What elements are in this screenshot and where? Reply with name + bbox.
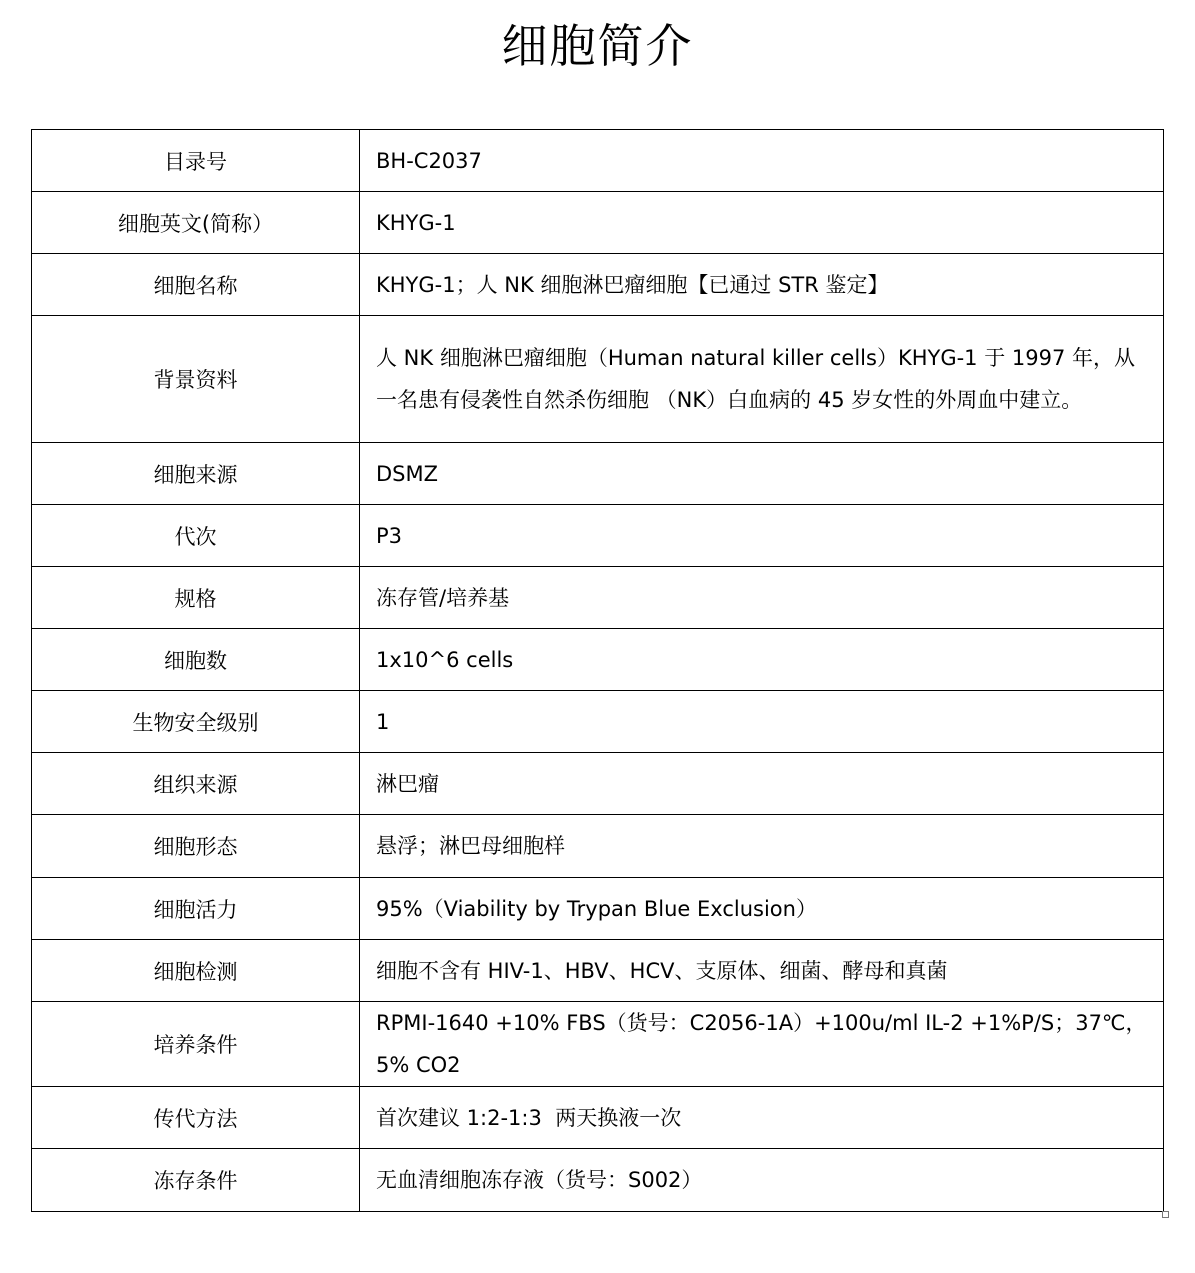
table-row	[32, 443, 1164, 505]
row-value: DSMZ	[360, 443, 1164, 505]
row-label: 细胞活力	[32, 878, 360, 940]
row-label: 生物安全级别	[32, 691, 360, 753]
table-resize-handle[interactable]	[1162, 1211, 1169, 1218]
row-value: BH-C2037	[360, 130, 1164, 192]
cell-info-table	[31, 129, 1164, 1212]
row-label: 组织来源	[32, 753, 360, 815]
table-row	[32, 878, 1164, 940]
row-value: 细胞不含有 HIV-1、HBV、HCV、支原体、细菌、酵母和真菌	[360, 940, 1164, 1002]
row-label: 代次	[32, 505, 360, 567]
row-value: P3	[360, 505, 1164, 567]
row-value: 1	[360, 691, 1164, 753]
row-label: 细胞英文(简称）	[32, 192, 360, 254]
row-label: 细胞名称	[32, 254, 360, 316]
row-label: 细胞检测	[32, 940, 360, 1002]
row-label: 细胞数	[32, 629, 360, 691]
row-value: 冻存管/培养基	[360, 567, 1164, 629]
row-label: 传代方法	[32, 1087, 360, 1149]
table-row	[32, 130, 1164, 192]
table-row	[32, 815, 1164, 878]
row-label: 规格	[32, 567, 360, 629]
table-row	[32, 192, 1164, 254]
row-value: 人 NK 细胞淋巴瘤细胞（Human natural killer cells）KHYG-1 于 1997 年，从一名患有侵袭性自然杀伤细胞 （NK）白血病的 45 岁女性的外周血中建立。	[360, 316, 1164, 443]
table-row	[32, 753, 1164, 815]
table-row	[32, 1002, 1164, 1087]
row-value: RPMI-1640 +10% FBS（货号：C2056-1A）+100u/ml IL-2 +1%P/S；37℃，5% CO2	[360, 1002, 1164, 1087]
row-value: 首次建议 1:2-1:3 两天换液一次	[360, 1087, 1164, 1149]
table-row	[32, 940, 1164, 1002]
row-value: 无血清细胞冻存液（货号：S002）	[360, 1149, 1164, 1212]
row-value: 悬浮；淋巴母细胞样	[360, 815, 1164, 878]
row-label: 细胞形态	[32, 815, 360, 878]
row-label: 背景资料	[32, 316, 360, 443]
table-row	[32, 254, 1164, 316]
row-label: 冻存条件	[32, 1149, 360, 1212]
row-value: KHYG-1；人 NK 细胞淋巴瘤细胞【已通过 STR 鉴定】	[360, 254, 1164, 316]
table-row	[32, 567, 1164, 629]
table-row	[32, 1087, 1164, 1149]
table-row	[32, 629, 1164, 691]
row-value: KHYG-1	[360, 192, 1164, 254]
row-label: 培养条件	[32, 1002, 360, 1087]
table-row	[32, 1149, 1164, 1212]
row-label: 细胞来源	[32, 443, 360, 505]
table-row	[32, 316, 1164, 443]
row-value: 淋巴瘤	[360, 753, 1164, 815]
row-value: 1x10^6 cells	[360, 629, 1164, 691]
row-value: 95%（Viability by Trypan Blue Exclusion）	[360, 878, 1164, 940]
row-label: 目录号	[32, 130, 360, 192]
page-title: 细胞简介	[501, 19, 694, 73]
table-row	[32, 505, 1164, 567]
table-row	[32, 691, 1164, 753]
